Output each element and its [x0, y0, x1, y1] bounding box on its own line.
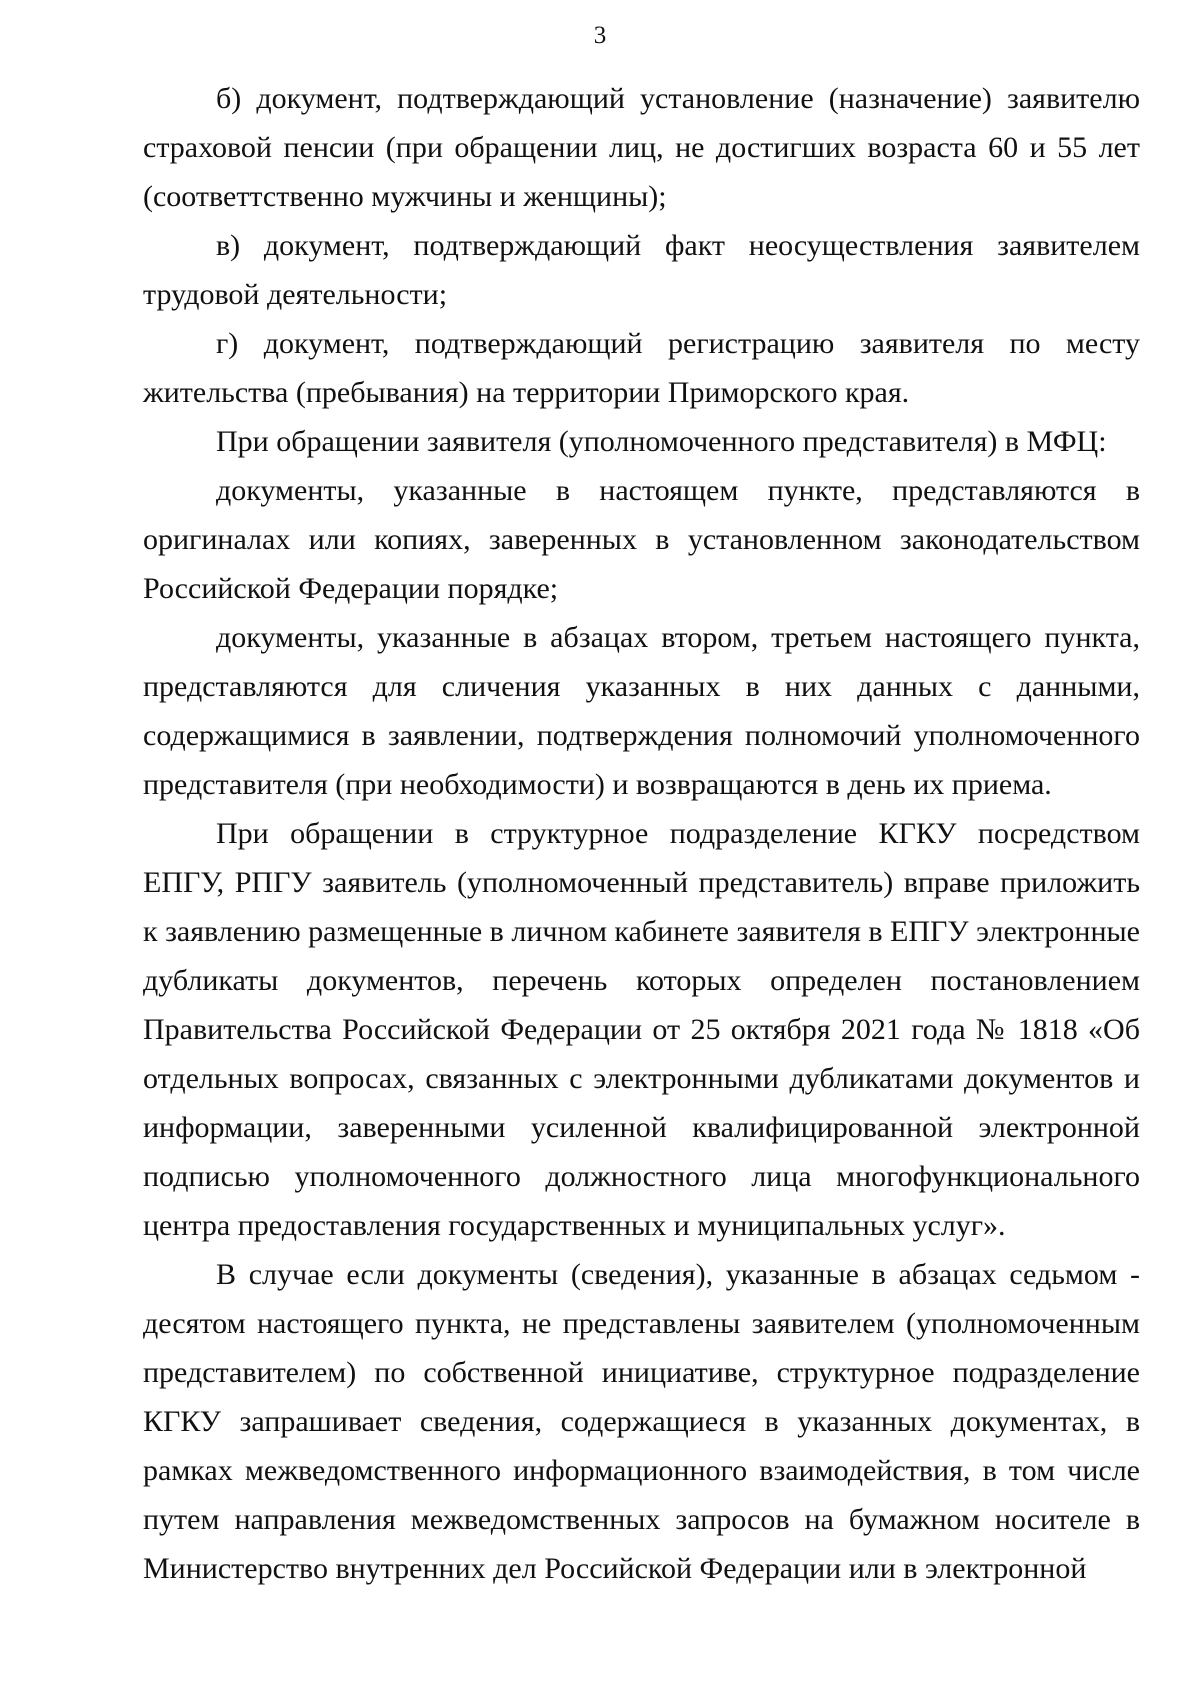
paragraph-item-b: б) документ, подтверждающий установление (назначение) заявителю страховой пенсии (при обращении лиц, не достигших возраста 60 и 55 лет (соответтственно мужчины и женщины); — [143, 82, 1140, 213]
paragraph-item-g: г) документ, подтверждающий регистрацию заявителя по месту жительства (пребывания) на территории Приморского края. — [143, 327, 1140, 409]
page-number: 3 — [593, 22, 607, 49]
document-body — [143, 74, 1140, 1593]
paragraph-mfc-intro: При обращении заявителя (уполномоченного представителя) в МФЦ: — [216, 425, 1107, 458]
paragraph-interagency: В случае если документы (сведения), указанные в абзацах седьмом - десятом настоящего пункта, не представлены заявителем (уполномоченным представителем) по собственной инициативе, структурное подразделение КГКУ запрашивает сведения, содержащиеся в указанных документах, в рамках межведомственного информационного взаимодействия, в том числе путем направления межведомственных запросов на бумажном носителе в Министерство внутренних дел Российской Федерации или в электронной — [143, 1258, 1140, 1585]
paragraph-epgu: При обращении в структурное подразделение КГКУ посредством ЕПГУ, РПГУ заявитель (уполномоченный представитель) вправе приложить к заявлению размещенные в личном кабинете заявителя в ЕПГУ электронные дубликаты документов, перечень которых определен постановлением Правительства Российской Федерации от 25 октября 2021 года № 1818 «Об отдельных вопросах, связанных с электронными дубликатами документов и информации, заверенными усиленной квалифицированной электронной подписью уполномоченного должностного лица многофункционального центра предоставления государственных и муниципальных услуг». — [143, 817, 1140, 1242]
paragraph-mfc-return: документы, указанные в абзацах втором, третьем настоящего пункта, представляются для сличения указанных в них данных с данными, содержащимися в заявлении, подтверждения полномочий уполномоченного представителя (при необходимости) и возвращаются в день их приема. — [143, 621, 1140, 801]
paragraph-mfc-originals: документы, указанные в настоящем пункте, представляются в оригиналах или копиях, заверенных в установленном законодательством Российской Федерации порядке; — [143, 474, 1140, 605]
paragraph-item-v: в) документ, подтверждающий факт неосуществления заявителем трудовой деятельности; — [143, 229, 1140, 311]
